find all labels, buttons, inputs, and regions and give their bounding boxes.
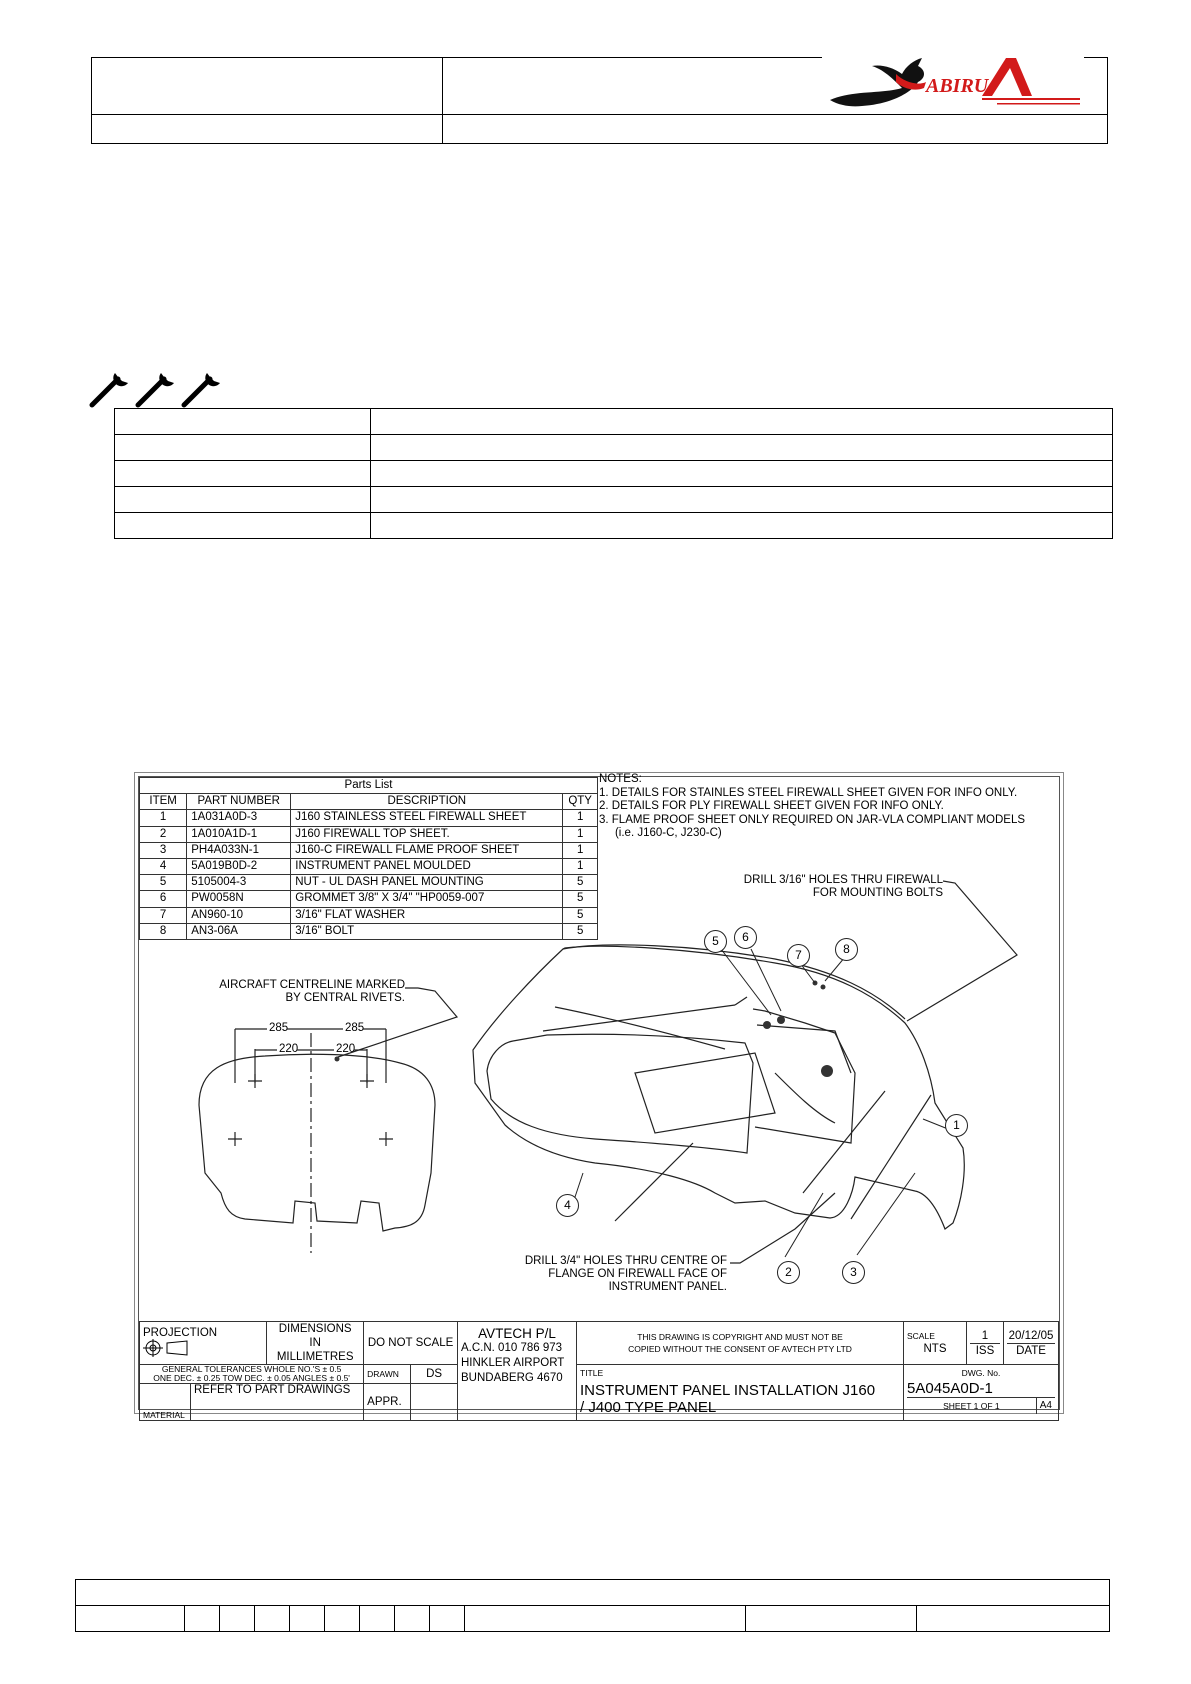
scale-value: NTS [923,1343,947,1355]
footer-cell [395,1606,430,1632]
drawing-title: / J400 TYPE PANEL [580,1399,717,1416]
part-balloon: 8 [835,938,858,961]
footer-cell [430,1606,465,1632]
parts-list-cell: 1 [563,858,598,874]
tools-icon-row [88,369,238,409]
tolerance-line: GENERAL TOLERANCES WHOLE NO.'S ± 0.5 [161,1364,342,1374]
parts-list-cell: 1 [563,826,598,842]
copyright-cell [577,1322,904,1365]
callout-line: DRILL 3/16" HOLES THRU FIREWALL [743,874,943,886]
projection-label: PROJECTION [143,1326,218,1339]
dwg-number: 5A045A0D-1 [907,1380,993,1397]
tools-cell [371,409,1113,435]
dimensions-line: IN MILLIMETRES [276,1337,354,1363]
tools-cell [371,513,1113,539]
scale-label: SCALE [907,1331,935,1341]
dimension-label: 220 [279,1043,299,1055]
dimension-label: 285 [269,1022,289,1034]
parts-list-cell: J160 FIREWALL TOP SHEET. [291,826,563,842]
title-label: TITLE [580,1368,604,1378]
parts-list-header: QTY [563,794,598,810]
drawn-value: DS [411,1365,458,1384]
company-name: AVTECH P/L [478,1326,556,1341]
scale-cell [904,1322,967,1365]
parts-list-cell: INSTRUMENT PANEL MOULDED [291,858,563,874]
svg-text:ABIRU: ABIRU [926,75,989,97]
appr-label: APPR. [364,1384,411,1421]
parts-list-cell: 6 [140,891,187,907]
drawn-label: DRAWN [364,1365,411,1384]
parts-list-cell: 4 [140,858,187,874]
tools-cell [115,435,371,461]
parts-list-cell: 1 [140,810,187,826]
callout-line: FOR MOUNTING BOLTS [812,887,943,899]
parts-list-cell: NUT - UL DASH PANEL MOUNTING [291,875,563,891]
material-value: REFER TO PART DRAWINGS [191,1384,364,1421]
wrench-icon [92,373,128,405]
dwg-label: DWG. No. [961,1368,1001,1378]
part-balloon: 2 [777,1261,800,1284]
parts-list-cell: 5 [563,907,598,923]
iss-cell [967,1322,1004,1365]
parts-list-cell: 1A031A0D-3 [187,810,291,826]
projection-cell [140,1322,267,1365]
footer-cell [185,1606,220,1632]
callout-line: FLANGE ON FIREWALL FACE OF [548,1268,727,1280]
part-balloon: 7 [787,944,810,967]
tools-cell [371,487,1113,513]
part-balloon: 1 [945,1114,968,1137]
parts-list-cell: 5 [563,891,598,907]
wrench-icon [184,373,220,405]
parts-list-cell: 7 [140,907,187,923]
iss-label: ISS [970,1343,1000,1358]
parts-list-cell: PW0058N [187,891,291,907]
footer-cell [290,1606,325,1632]
do-not-scale-cell: DO NOT SCALE [364,1322,458,1365]
callout-line: DRILL 3/4" HOLES THRU CENTRE OF [524,1255,727,1267]
footer-table [75,1579,1110,1632]
part-balloon: 4 [556,1194,579,1217]
note-line: 2. DETAILS FOR PLY FIREWALL SHEET GIVEN FOR INFO ONLY. [599,800,944,812]
parts-list-title: Parts List [140,778,598,794]
date-label: DATE [1007,1343,1055,1358]
copyright-line: THIS DRAWING IS COPYRIGHT AND MUST NOT BE [637,1332,843,1342]
tolerance-line: ONE DEC. ± 0.25 TOW DEC. ± 0.05 ANGLES ± 0.5' [153,1373,350,1383]
material-label: MATERIAL [140,1384,191,1421]
parts-list-cell: 5 [563,875,598,891]
parts-list-cell: J160-C FIREWALL FLAME PROOF SHEET [291,842,563,858]
parts-list-header: ITEM [140,794,187,810]
parts-list-cell: 5 [563,923,598,939]
callout-line: INSTRUMENT PANEL. [608,1281,727,1293]
title-cell [577,1365,904,1421]
parts-list-cell: 1 [563,810,598,826]
date-value: 20/12/05 [1008,1329,1054,1342]
part-balloon: 5 [704,930,727,953]
footer-cell [917,1606,1110,1632]
tools-cell [115,513,371,539]
parts-list-header: DESCRIPTION [291,794,563,810]
note-line: 1. DETAILS FOR STAINLES STEEL FIREWALL SHEET GIVEN FOR INFO ONLY. [599,786,1018,799]
wrench-icon [138,373,174,405]
notes-heading: NOTES: [599,773,642,785]
company-address: HINKLER AIRPORT [461,1357,565,1369]
note-line: (i.e. J160-C, J230-C) [599,827,722,839]
tools-cell [371,435,1113,461]
dimensions-line: DIMENSIONS [278,1323,352,1335]
tools-cell [115,461,371,487]
header-cell [92,115,443,144]
parts-list-cell: 2 [140,826,187,842]
callout-line: AIRCRAFT CENTRELINE MARKED [219,979,405,991]
footer-cell [220,1606,255,1632]
parts-list-cell: GROMMET 3/8" X 3/4" "HP0059-007 [291,891,563,907]
engineering-drawing [134,772,1064,1420]
footer-cell [76,1606,185,1632]
title-block [139,1321,1059,1421]
dwg-no-cell [904,1365,1059,1421]
parts-list-header: PART NUMBER [187,794,291,810]
copyright-line: COPIED WITHOUT THE CONSENT OF AVTECH PTY LTD [628,1344,852,1354]
parts-list-cell: AN960-10 [187,907,291,923]
sheet-number: SHEET 1 OF 1 [943,1401,1000,1411]
parts-list-cell: 5105004-3 [187,875,291,891]
parts-list-cell: 1A010A1D-1 [187,826,291,842]
parts-list-cell: 1 [563,842,598,858]
footer-cell [255,1606,290,1632]
tools-cell [115,409,371,435]
parts-list-cell: 5 [140,875,187,891]
note-line: 3. FLAME PROOF SHEET ONLY REQUIRED ON JAR-VLA COMPLIANT MODELS [599,813,1026,826]
footer-cell [325,1606,360,1632]
parts-list-cell: 3/16" BOLT [291,923,563,939]
company-address: BUNDABERG 4670 [461,1372,563,1384]
dimension-label: 285 [345,1022,365,1034]
parts-list-cell: 8 [140,923,187,939]
footer-cell [360,1606,395,1632]
drawing-line-art [135,773,1063,1313]
parts-list-cell: 3/16" FLAT WASHER [291,907,563,923]
part-balloon: 6 [734,926,757,949]
appr-value [411,1384,458,1421]
company-logo [822,52,1084,114]
tolerances-cell [140,1365,364,1384]
footer-cell [465,1606,746,1632]
dimension-label: 220 [336,1043,356,1055]
header-cell [443,115,1108,144]
footer-cell [746,1606,917,1632]
dimensions-cell [267,1322,364,1365]
drawing-title: INSTRUMENT PANEL INSTALLATION J160 [580,1382,876,1399]
header-cell [92,58,443,115]
company-acn: A.C.N. 010 786 973 [461,1342,563,1354]
callout-line: BY CENTRAL RIVETS. [285,992,405,1004]
sheet-size: A4 [1036,1398,1055,1414]
parts-list-cell: AN3-06A [187,923,291,939]
date-cell [1004,1322,1059,1365]
tools-cell [371,461,1113,487]
parts-list-cell: 5A019B0D-2 [187,858,291,874]
tools-table [114,408,1113,539]
projection-symbol-icon [143,1339,189,1360]
parts-list-cell: PH4A033N-1 [187,842,291,858]
company-cell [458,1322,577,1421]
tools-cell [115,487,371,513]
parts-list-cell: J160 STAINLESS STEEL FIREWALL SHEET [291,810,563,826]
footer-cell [76,1580,1110,1606]
part-balloon: 3 [842,1261,865,1284]
iss-value: 1 [981,1329,989,1342]
parts-list-cell: 3 [140,842,187,858]
